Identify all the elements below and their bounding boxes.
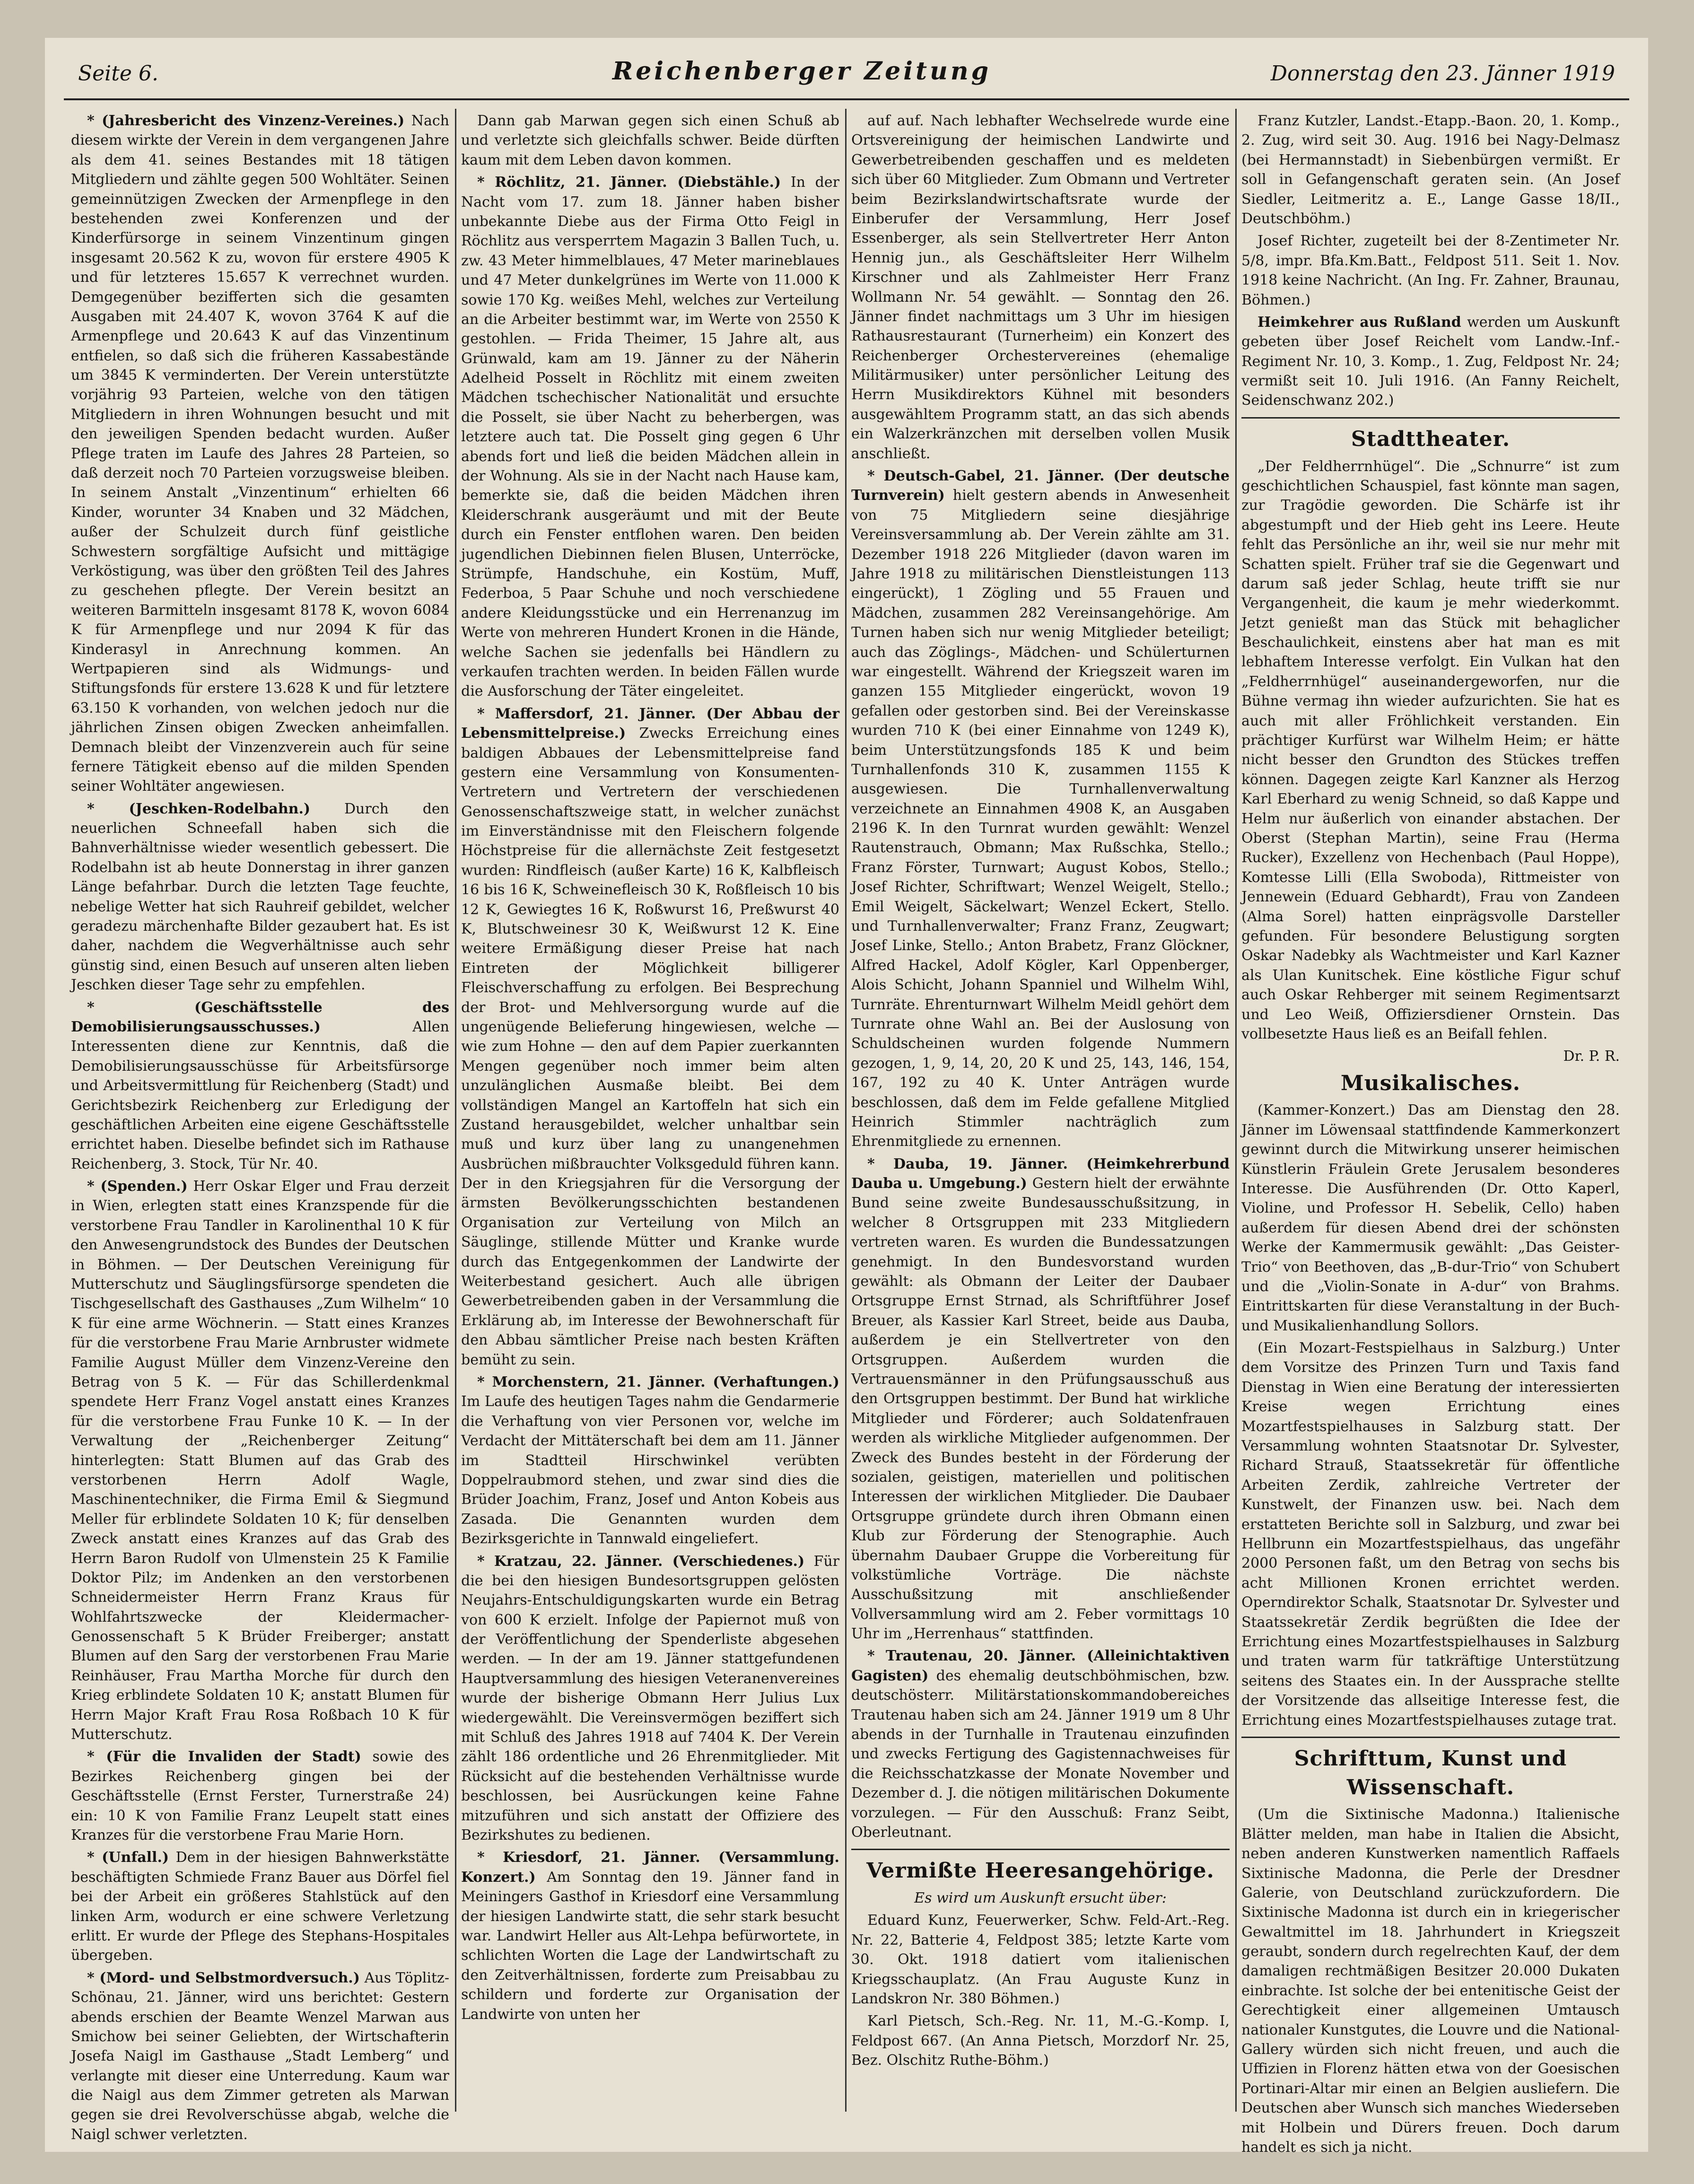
column-divider [455, 109, 456, 2112]
column-3 [851, 111, 1230, 2112]
article: * Trautenau, 20. Jänner. (Alleinichtaktiven Gagisten) des ehemalig deutschböhmischen, bzw. deutschösterr. Militärstationskommandobereiches Trautenau haben sich am 24. Jänner 1919 um 8 Uhr abends in der Turnhalle in Trautenau einzufinden und zwecks Fertigung des Gagistennachweises für die Reichsschatzkasse der Monate November und Dezember d. J. die nötigen militärischen Dokumente vorzulegen. — Für den Ausschuß: Franz Seibt, Oberleutnant. [851, 1648, 1230, 1841]
newspaper-title: Reichenberger Zeitung [612, 57, 991, 86]
article: * (Mord- und Selbstmordversuch.) Aus Töplitz-Schönau, 21. Jänner, wird uns berichtet: Gestern abends erschien der Beamte Wenzel Marwan aus Smichow bei seiner Geliebten, der Wirtschafterin Josefa Naigl im Gasthause „Stadt Lemberg“ und verlangte mit dieser eine Unterredung. Kaum war die Naigl aus dem Zimmer getreten als Marwan gegen sie drei Revolverschüsse abgab, welche die Naigl schwer verletzten. [71, 1969, 449, 2143]
article: * Kratzau, 22. Jänner. (Verschiedenes.) Für die bei den hiesigen Bundesortsgruppen gelösten Neujahrs-Entschuldigungskarten wurde ein Betrag von 600 K erzielt. Infolge der Papiernot muß von der Veröffentlichung der Spenderliste abgesehen werden. — In der am 19. Jänner stattgefundenen Hauptversammlung des hiesigen Veteranenvereines wurde der bisherige Obmann Herr Julius Lux wiedergewählt. Die Vereinsvermögen beziffert sich mit Schluß des Jahres 1918 auf 7404 K. Der Verein zählt 186 ordentliche und 26 Ehrenmitglieder. Mit Rücksicht auf die bestehenden Verhältnisse wurde beschlossen, bei Ausrückungen keine Fahne mitzuführen und sich anstatt der Offiziere des Bezirkshutes zu bedienen. [461, 1553, 839, 1843]
section-rule [1241, 417, 1620, 419]
notice: Eduard Kunz, Feuerwerker, Schw. Feld-Art.-Reg. Nr. 22, Batterie 4, Feldpost 385; letzte Karte vom 30. Okt. 1918 datiert vom italienischen Kriegsschauplatz. (An Frau Auguste Kunz in Landskron Nr. 380 Böhmen.) [851, 1912, 1230, 2008]
section-title-literature: Schrifttum, Kunst und Wissenschaft. [1294, 1746, 1567, 1800]
column-2 [461, 111, 839, 2112]
header-rule [64, 98, 1629, 100]
article: * (Für die Invaliden der Stadt) sowie des Bezirkes Reichenberg gingen bei der Geschäftsstelle (Ernst Ferster, Turnerstraße 24) ein: 10 K von Familie Franz Leupelt statt eines Kranzes für die verstorbene Frau Marie Horn. [71, 1748, 449, 1843]
notice: Karl Pietsch, Sch.-Reg. Nr. 11, M.-G.-Komp. I, Feldpost 667. (An Anna Pietsch, Morzdorf Nr. 25, Bez. Olschitz Ruthe-Böhm.) [851, 2013, 1230, 2069]
section-title-theater: Stadttheater. [1351, 427, 1511, 451]
article: * Morchenstern, 21. Jänner. (Verhaftungen.) Im Laufe des heutigen Tages nahm die Gendarmerie die Verhaftung von vier Personen vor, welche im Verdacht der Mittäterschaft bei dem am 11. Jänner im Stadtteil Hirschwinkel verübten Doppelraubmord stehen, und zwar sind dies die Brüder Joachim, Franz, Josef und Anton Kobeis aus Zasada. Die Genannten wurden dem Bezirksgerichte in Tannwald eingeliefert. [461, 1374, 839, 1547]
article: * Kriesdorf, 21. Jänner. (Versammlung. Konzert.) Am Sonntag den 19. Jänner fand in Meiningers Gasthof in Kriesdorf eine Versammlung der hiesigen Landwirte statt, die sehr stark besucht war. Landwirt Heller aus Alt-Lehpa befürwortete, in schlichten Worten die Lage der Landwirtschaft zu den Zeitverhältnissen, forderte zum Preisabbau zu schildern und forderte zur Organisation der Landwirte von unten her [461, 1849, 839, 2023]
issue-date: Donnerstag den 23. Jänner 1919 [1270, 61, 1615, 86]
article: * (Geschäftsstelle des Demobilisierungsausschusses.) Allen Interessenten diene zur Kenntnis, daß die Demobilisierungsausschüsse für Arbeitsfürsorge und Arbeitsvermittlung für Reichenberg (Stadt) und Gerichtsbezirk Reichenberg zur Erledigung der geschäftlichen Arbeiten eine eigene Geschäftsstelle errichtet haben. Dieselbe befindet sich im Rathause Reichenberg, 3. Stock, Tür Nr. 40. [71, 999, 449, 1172]
page-header [45, 57, 1648, 95]
column-1 [71, 111, 449, 2143]
page-number: Seite 6. [78, 61, 158, 86]
notice: Franz Kutzler, Landst.-Etapp.-Baon. 20, 1. Komp., 2. Zug, wird seit 30. Aug. 1916 bei Nagy-Delmasz (bei Hermannstadt) in Siebenbürgen vermißt. Er soll in Gefangenschaft geraten sein. (An Josef Siedler, Leitmeritz a. E., Lange Gasse 18/II., Deutschböhm.) [1241, 113, 1620, 227]
article: * Dauba, 19. Jänner. (Heimkehrerbund Dauba u. Umgebung.) Gestern hielt der erwähnte Bund seine zweite Bundesausschußsitzung, in welcher 8 Ortsgruppen mit 233 Mitgliedern vertreten waren. Es wurden die Bundessatzungen genehmigt. In den Bundesvorstand wurden gewählt: als Obmann der Leiter der Daubaer Ortsgruppe Ernst Strnad, als Schriftführer Josef Breuer, als Kassier Karl Street, beide aus Dauba, außerdem je ein Stellvertreter von den Ortsgruppen. Außerdem wurden die Vertrauensmänner in den Prüfungsausschuß aus den Ortsgruppen bestimmt. Der Bund hat wirkliche Mitglieder und Förderer; auch Soldatenfrauen werden als wirkliche Mitglieder aufgenommen. Der Zweck des Bundes besteht in der Förderung der sozialen, geistigen, materiellen und politischen Interessen der wirklichen Mitglieder. Die Daubaer Ortsgruppe gründete durch ihren Obmann einen Klub zur Förderung der Stenographie. Auch übernahm Daubaer Gruppe die Vorbereitung für volkstümliche Vorträge. Die nächste Ausschußsitzung mit anschließender Vollversammlung wird am 2. Feber vormittags 10 Uhr im „Herrenhaus“ stattfinden. [851, 1155, 1230, 1642]
review: „Der Feldherrnhügel“. Die „Schnurre“ ist zum geschichtlichen Schauspiel, fast könnte man sagen, zur Tragödie geworden. Die Schärfe ist ihr abgestumpft und der Hieb geht ins Leere. Heute fehlt das Persönliche an ihr, weil sie nur mehr mit Schatten spielt. Früher traf sie die Gegenwart und darum saß jeder Schlag, heute trifft sie nur Vergangenheit, die kaum je mehr wiederkommt. Jetzt genießt man das Stück mit behaglicher Beschaulichkeit, einstens aber hat man es mit lebhaftem Interesse verfolgt. Ein Vulkan hat den „Feldherrnhügel“ auseinandergeworfen, nur die Bühne vermag ihn wieder aufzurichten. Sie hat es auch mit aller Fröhlichkeit verstanden. Ein prächtiger Kurfürst war Wilhelm Heim; er hätte nicht besser den Grundton des Stückes treffen können. Dagegen zeigte Karl Kanzner als Herzog Karl Eberhard zu wenig Schneid, so daß Kappe und Helm nur äußerlich von einander abstachen. Der Oberst (Stephan Martin), seine Frau (Herma Rucker), Exzellenz von Hechenbach (Paul Hoppe), Komtesse Lilli (Ella Swoboda), Rittmeister von Jennewein (Eduard Gebhardt), Frau von Zandeen (Alma Sorel) hatten einprägsvolle Darsteller gefunden. Für besondere Belustigung sorgten Oskar Nadebky als Wachtmeister und Karl Kazner als Ulan Kunitschek. Eine köstliche Figur schuf auch Oskar Rehberger mit seinem Regimentsarzt und Leo Weiß, Offiziersdiener Ornstein. Das vollbesetzte Haus ließ es an Beifall fehlen. [1241, 458, 1620, 1042]
section-rule [851, 1849, 1230, 1850]
column-4 [1241, 111, 1620, 2156]
newspaper-page [45, 38, 1648, 2156]
column-divider [1235, 109, 1237, 2112]
article: * Maffersdorf, 21. Jänner. (Der Abbau der Lebensmittelpreise.) Zwecks Erreichung eines baldigen Abbaues der Lebensmittelpreise fand gestern eine Versammlung von Konsumenten-Vertretern und Vertretern der verschiedenen Genossenschaftszweige statt, in welcher zunächst im Einverständnisse mit den Fleischern folgende Höchstpreise für die allernächste Zeit festgesetzt wurden: Rindfleisch (außer Karte) 16 K, Kalbfleisch 16 bis 16 K, Schweinefleisch 30 K, Roßfleisch 10 bis 12 K, Gewiegtes 16 K, Roßwurst 16, Preßwurst 40 K, Blutschweinesr 30 K, Weißwurst 12 K. Eine weitere Ermäßigung dieser Preise hat nach Eintreten der Möglichkeit billigerer Fleischverschaffung zu erfolgen. Bei Besprechung der Brot- und Mehlversorgung wurde auf die ungenügende Belieferung hingewiesen, welche — wie zum Hohne — den auf dem Papier zuerkannten Mengen gegenüber noch immer beim alten unzulänglichen Ausmaße bleibt. Bei dem vollständigen Mangel an Kartoffeln hat sich ein Zustand herausgebildet, welcher unhaltbar sein muß und kurz über lang zu unangenehmen Ausbrüchen mißbrauchter Volksgeduld führen kann. Der in den Kriegsjahren für die Versorgung der ärmsten Bevölkerungsschichten bestandenen Organisation zur Verteilung von Milch an Säuglinge, stillende Mütter und Kranke wurde durch das Entgegenkommen der Landwirte der Weiterbestand gesichert. Auch alle übrigen Gewerbetreibenden gaben in der Versammlung die Erklärung ab, im Interesse der Bewohnerschaft für den Abbau sämtlicher Preise nach besten Kräften bemüht zu sein. [461, 705, 839, 1368]
article: * Deutsch-Gabel, 21. Jänner. (Der deutsche Turnverein) hielt gestern abends in Anwesenheit von 75 Mitgliedern seine diesjährige Vereinsversammlung ab. Der Verein zählte am 31. Dezember 1918 226 Mitglieder (davon waren im Jahre 1918 zu militärischen Dienstleistungen 113 eingerückt), 1 Zögling und 55 Frauen und Mädchen, zusammen 282 Vereinsangehörige. Am Turnen haben sich nur wenig Mitglieder beteiligt; auch das Zöglings-, Mädchen- und Schülerturnen war eingestellt. Während der Kriegszeit waren im ganzen 155 Mitglieder eingerückt, wovon 19 gefallen oder gestorben sind. Bei der Vereinskasse wurden 710 K (bei einer Einnahme von 1249 K), beim Unterstützungsfonds 185 K und beim Turnhallenfonds 310 K, zusammen 1155 K ausgewiesen. Die Turnhallenverwaltung verzeichnete an Einnahmen 4908 K, an Ausgaben 2196 K. In den Turnrat wurden gewählt: Wenzel Rautenstrauch, Obmann; Max Rußschka, Stello.; Franz Förster, Turnwart; August Kobos, Stello.; Josef Richter, Schriftwart; Wenzel Weigelt, Stello.; Emil Weigelt, Säckelwart; Wenzel Eckert, Stello. und Turnhallenverwalter; Franz Franz, Zeugwart; Josef Linke, Stello.; Anton Brabetz, Franz Glöckner, Alfred Hackel, Adolf Kögler, Karl Oppenberger, Alois Schicht, Johann Spanniel und Wilhelm Wihl, Turnräte. Ehrenturnwart Wilhelm Meidl gehört dem Turnrate ohne Wahl an. Bei der Auslosung von Schuldscheinen wurden folgende Nummern gezogen, 1, 9, 14, 20, 20 K und 25, 143, 146, 154, 167, 192 zu 40 K. Unter Anträgen wurde beschlossen, daß dem im Felde gefallene Mitglied Heinrich Stimmler nachträglich zum Ehrenmitgliede zu ernennen. [851, 468, 1230, 1150]
article: * Röchlitz, 21. Jänner. (Diebstähle.) In der Nacht vom 17. zum 18. Jänner haben bisher unbekannte Diebe aus der Firma Otto Feigl in Röchlitz aus versperrtem Magazin 3 Ballen Tuch, u. zw. 43 Meter himmelblaues, 47 Meter marineblaues und 47 Meter dunkelgrünes im Werte von 11.000 K sowie 170 Kg. weißes Mehl, welches zur Verteilung an die Arbeiter bestimmt war, im Werte von 2550 K gestohlen. — Frida Theimer, 15 Jahre alt, aus Grünwald, kam am 19. Jänner zu der Näherin Adelheid Posselt in Röchlitz mit einem zweiten Mädchen tschechischer Nationalität und ersuchte die Posselt, sie über Nacht zu beherbergen, was letztere auch tat. Die Posselt ging gegen 6 Uhr abends fort und ließ die beiden Mädchen allein in der Wohnung. Als sie in der Nacht nach Hause kam, bemerkte sie, daß die beiden Mädchen ihren Kleiderschrank ausgeräumt und mit der Beute durch ein Fenster entflohen waren. Den beiden jugendlichen Diebinnen fielen Blusen, Unterröcke, Strümpfe, Handschuhe, ein Kostüm, Muff, Federboa, 5 Paar Schuhe und noch verschiedene andere Kleidungsstücke und ein Herrenanzug im Werte von mehreren Hundert Kronen in die Hände, welche Sachen sie jedenfalls bei Händlern zu verkaufen trachten werden. In beiden Fällen wurde die Ausforschung der Täter eingeleitet. [461, 174, 839, 700]
article: * (Jahresbericht des Vinzenz-Vereines.) Nach diesem wirkte der Verein in dem vergangenen Jahre als dem 41. seines Bestandes mit 18 tätigen Mitgliedern und zählte gegen 500 Wohltäter. Seinen gemeinnützigen Zwecken der Armenpflege in den bestehenden zwei Konferenzen und der Kinderfürsorge in seinem Vinzentinum gingen insgesamt 20.562 K zu, wovon für erstere 4905 K und für letzteres 15.657 K verrechnet wurden. Demgegenüber bezifferten sich die gesamten Ausgaben mit 24.407 K, wovon 3764 K auf die Armenpflege und 20.643 K auf das Vinzentinum entfielen, so daß sich die früheren Kassabestände um 3845 K verminderten. Der Verein unterstützte vorjährig 93 Parteien, welche von den tätigen Mitgliedern in ihren Wohnungen besucht und mit den jeweiligen Spenden bedacht wurden. Außer Pflege traten im Laufe des Jahres 28 Parteien, so daß derzeit noch 70 Parteien vorzugsweise bleiben. In seinem Anstalt „Vinzentinum“ erhielten 66 Kinder, worunter 34 Knaben und 32 Mädchen, außer der Schulzeit durch fünf geistliche Schwestern sorgfältige Aufsicht und mittägige Verköstigung, was über den größten Teil des Jahres zu geschehen pflegte. Der Verein besitzt an weiteren Barmitteln insgesamt 8178 K, wovon 6084 K für Armenpflege und nur 2094 K für das Kinderasyl in Anrechnung kommen. An Wertpapieren sind als Widmungs- und Stiftungsfonds für erstere 13.628 K und für letztere 63.150 K vorhanden, von welchen jedoch nur die jährlichen Zinsen obigen Zwecken anheimfallen. Demnach bleibt der Vinzenzverein auch für seine fernere Tätigkeit ebenso auf die milden Spenden seiner Wohltäter angewiesen. [71, 113, 449, 795]
article: * (Unfall.) Dem in der hiesigen Bahnwerkstätte beschäftigten Schmiede Franz Bauer aus Dörfel fiel bei der Arbeit ein größeres Stahlstück auf den linken Arm, wodurch er eine schwere Verletzung erlitt. Er wurde der Pflege des Stephans-Hospitales übergeben. [71, 1849, 449, 1964]
column-divider [845, 109, 847, 2112]
article: auf auf. Nach lebhafter Wechselrede wurde eine Ortsvereinigung der heimischen Landwirte und Gewerbetreibenden geschaffen und es meldeten sich über 60 Mitglieder. Zum Obmann und Vertreter beim Bezirkslandwirtschaftsrate wurde der Einberufer der Versammlung, Herr Josef Essenberger, als sein Stellvertreter Herr Anton Hennig jun., als Geschäftsleiter Herr Wilhelm Kirschner und als Zahlmeister Herr Franz Wollmann Nr. 54 gewählt. — Sonntag den 26. Jänner findet nachmittags um 3 Uhr im hiesigen Rathausrestaurant (Turnerheim) ein Konzert des Reichenberger Orchestervereines (ehemalige Militärmusiker) unter persönlicher Leitung des Herrn Musikdirektors Kühnel mit besonders ausgewähltem Programm statt, an das sich abends ein Walzerkränzchen mit derselben vollen Musik anschließt. [851, 113, 1230, 462]
review-signature: Dr. P. R. [1563, 1048, 1620, 1065]
section-title-music: Musikalisches. [1340, 1071, 1521, 1095]
article: (Um die Sixtinische Madonna.) Italienische Blätter melden, man habe in Italien die Absicht, neben anderen Kunstwerken namentlich Raffaels Sixtinische Madonna, die Perle der Dresdner Galerie, von Deutschland zurückzufordern. Die Sixtinische Madonna ist durch ein in kriegerischer Gewaltmittel im 18. Jahrhundert in Kriegszeit geraubt, sondern durch regelrechten Kauf, der dem damaligen rechtmäßigen Besitzer 20.000 Dukaten einbrachte. Ist solche der bei entenitische Geist der Gerechtigkeit einer allgemeinen Umtausch nationaler Kunstgutes, die Louvre und die National-Gallery würden sich nicht freuen, und auch die Uffizien in Florenz hätten etwa von der Goesischen Portinari-Altar mir einen an Belgien ausliefern. Die Deutschen aber Wunsch sich manches Wiederseben mit Holbein und Dürers freuen. Doch darum handelt es sich ja nicht. [1241, 1806, 1620, 2156]
notice: Heimkehrer aus Rußland werden um Auskunft gebeten über Josef Reichelt vom Landw.-Inf.-Regiment Nr. 10, 3. Komp., 1. Zug, Feldpost Nr. 24; vermißt seit 10. Juli 1916. (An Fanny Reichelt, Seidenschwanz 202.) [1241, 314, 1620, 409]
notice: Josef Richter, zugeteilt bei der 8-Zentimeter Nr. 5/8, impr. Bfa.Km.Batt., Feldpost 511. Seit 1. Nov. 1918 keine Nachricht. (An Ing. Fr. Zahner, Braunau, Böhmen.) [1241, 233, 1620, 308]
article: Dann gab Marwan gegen sich einen Schuß ab und verletzte sich gleichfalls schwer. Beide dürften kaum mit dem Leben davon kommen. [461, 113, 839, 168]
article: * (Spenden.) Herr Oskar Elger und Frau derzeit in Wien, erlegten statt eines Kranzspende für die verstorbene Frau Tandler in Karolinenthal 10 K für den Anwesengrundstock des Bundes der Deutschen in Böhmen. — Der Deutschen Vereinigung für Mutterschutz und Säuglingsfürsorge spendeten die Tischgesellschaft des Gasthauses „Zum Wilhelm“ 10 K für eine arme Wöchnerin. — Statt eines Kranzes für die verstorbene Frau Marie Arnbruster widmete Familie August Müller dem Vinzenz-Vereine den Betrag von 5 K. — Für das Schillerdenkmal spendete Herr Franz Vogel anstatt eines Kranzes für die verstorbene Frau Funke 10 K. — In der Verwaltung der „Reichenberger Zeitung“ hinterlegten: Statt Blumen auf das Grab des verstorbenen Herrn Adolf Wagle, Maschinentechniker, die Firma Emil & Siegmund Meller für erblindete Soldaten 10 K; für denselben Zweck anstatt eines Kranzes auf das Grab des Herrn Baron Rudolf von Ulmenstein 25 K Familie Doktor Pilz; im Andenken an den verstorbenen Schneidermeister Herrn Franz Kraus für Wohlfahrtszwecke der Kleidermacher-Genossenschaft 5 K Brüder Freiberger; anstatt Blumen auf den Sarg der verstorbenen Frau Marie Reinhäuser, Frau Martha Morche für durch den Krieg erblindete Soldaten 10 K; anstatt Blumen für Herrn Major Kraft Frau Rosa Roßbach 10 K für Mutterschutz. [71, 1178, 449, 1743]
article: (Ein Mozart-Festspielhaus in Salzburg.) Unter dem Vorsitze des Prinzen Turn und Taxis fand Dienstag in Wien eine Beratung der interessierten Kreise wegen Errichtung eines Mozartfestspielhauses in Salzburg statt. Der Versammlung wohnten Staatsnotar Dr. Sylvester, Richard Strauß, Staatssekretär für öffentliche Arbeiten Zerdik, zahlreiche Vertreter der Kunstwelt, der Finanzen usw. bei. Nach dem erstatteten Berichte soll in Salzburg, und zwar bei Hellbrunn ein Mozartfestspielhaus, das ungefähr 2000 Personen faßt, um den Betrag von sechs bis acht Millionen Kronen errichtet werden. Operndirektor Schalk, Staatsnotar Dr. Sylvester und Staatssekretär Zerdik begrüßten die Idee der Errichtung eines Mozartfestspielhauses in Salzburg und traten warm für tatkräftige Unterstützung seitens des Staates ein. In der Aussprache stellte der Vorsitzende das allseitige Interesse fest, die Errichtung eines Mozartfestspielhauses zutage trat. [1241, 1340, 1620, 1729]
section-title-missing-soldiers: Vermißte Heeresangehörige. [866, 1859, 1214, 1883]
section-rule [1241, 1737, 1620, 1738]
section-intro: Es wird um Auskunft ersucht über: [914, 1890, 1167, 1907]
article: * (Jeschken-Rodelbahn.) Durch den neuerlichen Schneefall haben sich die Bahnverhältnisse wieder wesentlich gebessert. Die Rodelbahn ist ab heute Donnerstag in ihrer ganzen Länge befahrbar. Durch die letzten Tage feuchte, nebelige Wetter hat sich Rauhreif gebildet, welcher geradezu märchenhafte Bilder gezaubert hat. Es ist daher, nachdem die Wegverhältnisse auch sehr günstig sind, einen Besuch auf unseren alten lieben Jeschken dieser Tage sehr zu empfehlen. [71, 800, 449, 994]
article: (Kammer-Konzert.) Das am Dienstag den 28. Jänner im Löwensaal stattfindende Kammerkonzert gewinnt durch die Mitwirkung unserer heimischen Künstlerin Fräulein Grete Jerusalem besonderes Interesse. Die Ausführenden (Dr. Otto Kaperl, Violine, und Professor H. Sebelik, Cello) haben außerdem für diesen Abend drei der schönsten Werke der Kammermusik gewählt: „Das Geister-Trio“ von Beethoven, das „B-dur-Trio“ von Schubert und die „Violin-Sonate in A-dur“ von Brahms. Eintrittskarten für diese Veranstaltung in der Buch- und Musikalienhandlung Sollors. [1241, 1102, 1620, 1334]
